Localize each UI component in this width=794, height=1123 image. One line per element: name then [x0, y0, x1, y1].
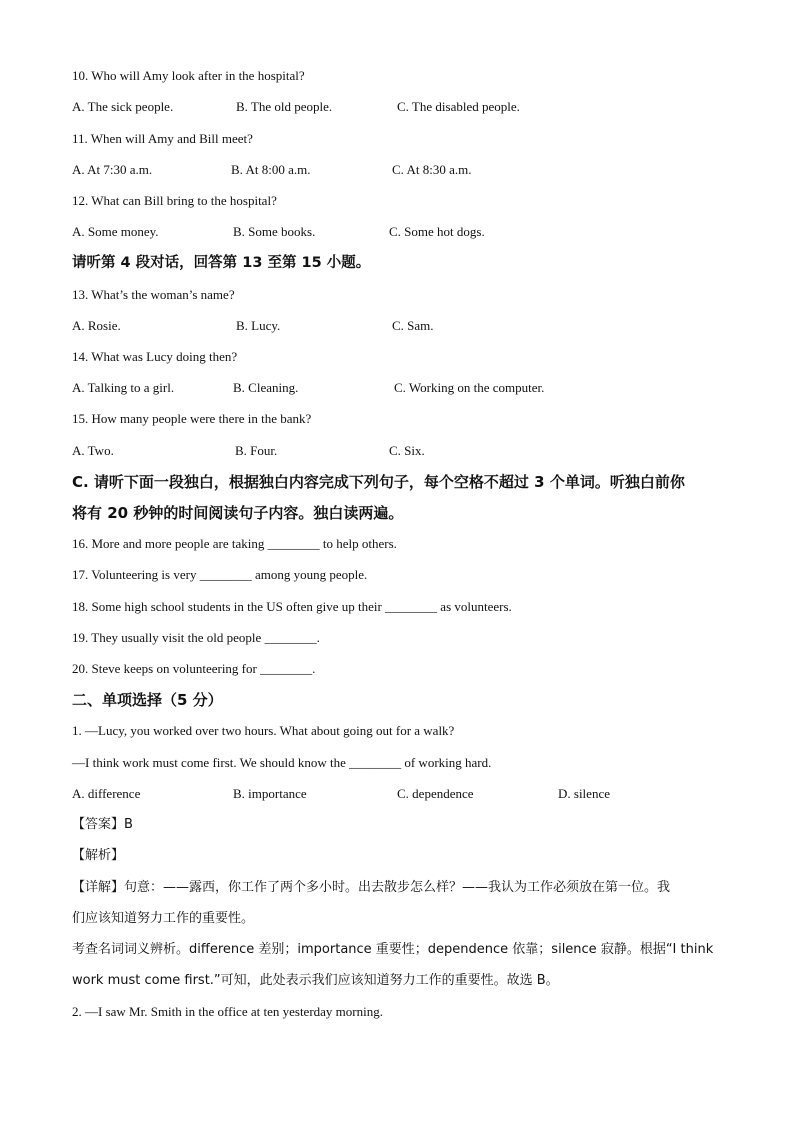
- question-13-option-b: B. Lucy.: [236, 318, 281, 333]
- question-12-option-c: C. Some hot dogs.: [389, 224, 485, 239]
- fill-sentence-17: 17. Volunteering is very ________ among young people.: [72, 567, 368, 582]
- question-11-option-a: A. At 7:30 a.m.: [72, 162, 153, 177]
- answer-label: 【答案】: [72, 817, 125, 832]
- question-12-stem: 12. What can Bill bring to the hospital?: [72, 193, 277, 208]
- mc-question-1-line-1: 1. —Lucy, you worked over two hours. What about going out for a walk?: [72, 723, 455, 738]
- fill-sentence-20: 20. Steve keeps on volunteering for ________.: [72, 661, 316, 676]
- detail-line-1: 【详解】句意：——露西，你工作了两个多小时。出去散步怎么样？——我认为工作必须放在第一位。我: [72, 880, 671, 895]
- detail-line-3: 考查名词词义辨析。difference 差别；importance 重要性；dependence 依靠；silence 寂静。根据“I think: [72, 942, 714, 957]
- fill-sentence-19: 19. They usually visit the old people ________.: [72, 630, 320, 645]
- question-14-stem: 14. What was Lucy doing then?: [72, 349, 238, 364]
- question-13-option-c: C. Sam.: [392, 318, 434, 333]
- question-15-option-c: C. Six.: [389, 443, 425, 458]
- question-10-option-c: C. The disabled people.: [397, 99, 520, 114]
- fill-sentence-16: 16. More and more people are taking ________ to help others.: [72, 536, 397, 551]
- question-14-option-b: B. Cleaning.: [233, 380, 299, 395]
- question-15-stem: 15. How many people were there in the bank?: [72, 411, 312, 426]
- mc-question-1-option-d: D. silence: [558, 786, 610, 801]
- question-13-stem: 13. What’s the woman’s name?: [72, 287, 235, 302]
- mc-question-1-line-2: —I think work must come first. We should know the ________ of working hard.: [72, 755, 492, 770]
- mc-question-1-option-b: B. importance: [233, 786, 307, 801]
- mc-question-2-line-1: 2. —I saw Mr. Smith in the office at ten yesterday morning.: [72, 1004, 383, 1019]
- question-10-option-a: A. The sick people.: [72, 99, 174, 114]
- answer-value: B: [124, 817, 133, 832]
- dialog-4-instruction: 请听第 4 段对话，回答第 13 至第 15 小题。: [72, 255, 371, 271]
- detail-line-2: 们应该知道努力工作的重要性。: [72, 911, 255, 926]
- analysis-label: 【解析】: [72, 848, 125, 863]
- question-13-option-a: A. Rosie.: [72, 318, 121, 333]
- question-10-stem: 10. Who will Amy look after in the hospital?: [72, 68, 305, 83]
- question-12-option-b: B. Some books.: [233, 224, 316, 239]
- section-2-title: 二、单项选择（5 分）: [72, 691, 223, 709]
- question-14-option-a: A. Talking to a girl.: [72, 380, 175, 395]
- question-10-option-b: B. The old people.: [236, 99, 333, 114]
- detail-line-4: work must come first.”可知，此处表示我们应该知道努力工作的重要性。故选 B。: [72, 973, 559, 988]
- mc-question-1-option-c: C. dependence: [397, 786, 474, 801]
- question-11-stem: 11. When will Amy and Bill meet?: [72, 131, 253, 146]
- question-11-option-c: C. At 8:30 a.m.: [392, 162, 472, 177]
- question-12-option-a: A. Some money.: [72, 224, 159, 239]
- part-c-instruction-line-2: 将有 20 秒钟的时间阅读句子内容。独白读两遍。: [72, 504, 404, 522]
- fill-sentence-18: 18. Some high school students in the US often give up their ________ as volunteers.: [72, 599, 512, 614]
- part-c-instruction-line-1: C. 请听下面一段独白，根据独白内容完成下列句子，每个空格不超过 3 个单词。听独白前你: [72, 473, 685, 491]
- answer-line: [72, 817, 133, 833]
- mc-question-1-option-a: A. difference: [72, 786, 141, 801]
- question-15-option-a: A. Two.: [72, 443, 114, 458]
- question-15-option-b: B. Four.: [235, 443, 278, 458]
- question-14-option-c: C. Working on the computer.: [394, 380, 545, 395]
- question-11-option-b: B. At 8:00 a.m.: [231, 162, 311, 177]
